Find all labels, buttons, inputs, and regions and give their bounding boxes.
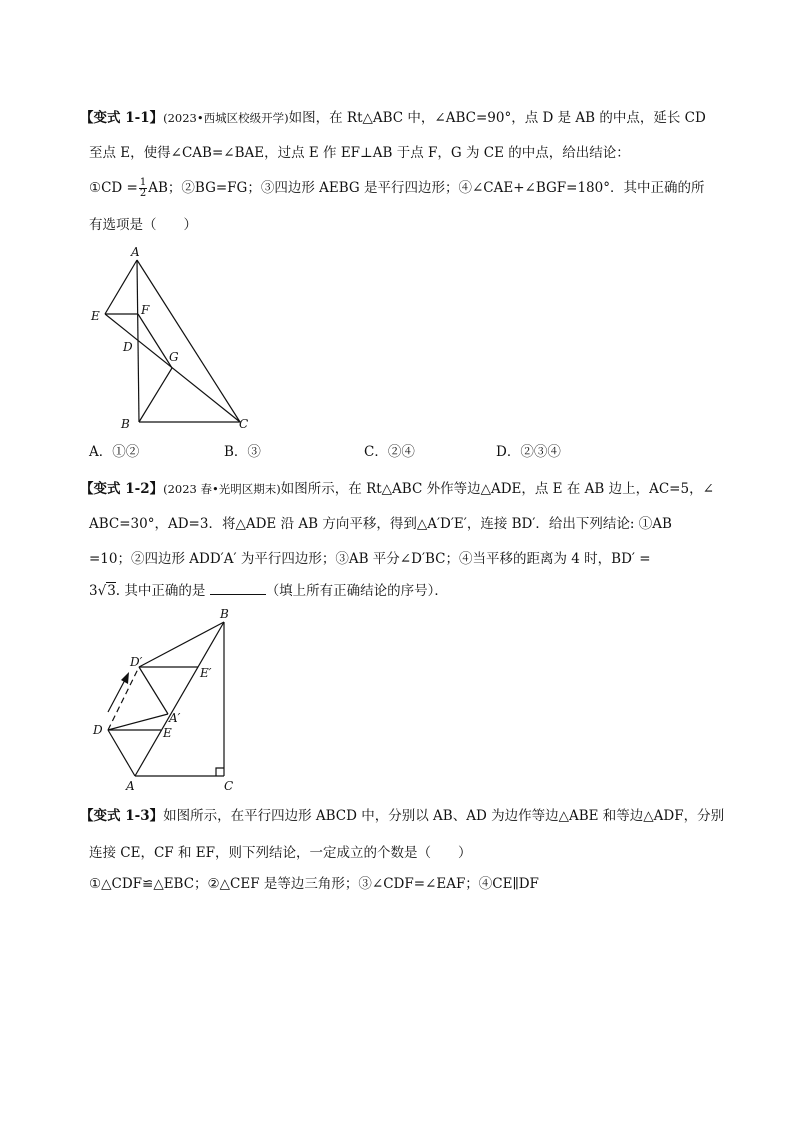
arrow-icon <box>108 672 129 712</box>
q2-seg-D1A1 <box>139 667 168 714</box>
q1-figure <box>85 242 255 434</box>
q2-label-A: A <box>126 779 135 793</box>
q1-line3-pre: ①CD = <box>89 180 138 196</box>
q2-seg-DD1-dashed <box>108 667 139 730</box>
q2-line4-tail: （填上所有正确结论的序号）． <box>265 583 448 599</box>
q3-line3: ①△CDF≌△EBC；②△CEF 是等边三角形；③∠CDF=∠EAF；④CE∥DF <box>89 876 539 892</box>
q1-fraction <box>139 178 147 199</box>
q2-line4-post: . 其中正确的是 <box>115 583 206 599</box>
q1-line1 <box>80 108 706 128</box>
q3-line1 <box>80 806 724 826</box>
q2-label-D1: D′ <box>130 655 143 669</box>
q1-label-F: F <box>141 303 150 317</box>
q1-label-E: E <box>91 309 100 323</box>
q2-tag: 【变式 1-2】 <box>80 481 164 497</box>
q1-seg-FG <box>138 314 172 368</box>
q1-label-C: C <box>239 417 249 431</box>
q1-option-b: B．③ <box>224 444 261 460</box>
q1-option-a: A．①② <box>89 444 140 460</box>
q3-line2: 连接 CE，CF 和 EF，则下列结论，一定成立的个数是（ ） <box>89 845 472 861</box>
q2-seg-AD <box>108 730 135 776</box>
q2-text1: 如图所示，在 Rt△ABC 外作等边△ADE，点 E 在 AB 边上，AC=5，∠ <box>280 481 714 497</box>
q1-label-D: D <box>123 340 133 354</box>
q2-line4 <box>89 580 448 601</box>
q2-seg-DA1 <box>108 714 168 730</box>
q2-line3: =10；②四边形 ADD′A′ 为平行四边形；③AB 平分∠D′BC；④当平移的距离为 4 时，BD′ = <box>89 551 651 567</box>
q1-tag: 【变式 1-1】 <box>80 110 164 126</box>
q1-line3 <box>89 178 704 199</box>
q1-frac-num: 1 <box>139 177 147 188</box>
q1-seg-AC <box>137 260 240 422</box>
q2-label-C: C <box>224 779 234 793</box>
q1-label-G: G <box>169 350 179 364</box>
q1-label-A: A <box>131 245 140 259</box>
q1-seg-AE <box>105 260 137 314</box>
q1-label-B: B <box>121 417 130 431</box>
q1-line4: 有选项是（ ） <box>89 217 197 233</box>
q2-radicand: 3 <box>107 583 116 599</box>
q1-option-c: C．②④ <box>364 444 415 460</box>
sqrt-icon: √ <box>97 583 107 599</box>
q3-tag: 【变式 1-3】 <box>80 808 164 824</box>
q2-figure <box>88 604 248 794</box>
q1-seg-EC <box>105 314 240 422</box>
q3-text1: 如图所示，在平行四边形 ABCD 中，分别以 AB、AD 为边作等边△ABE 和等边△ADF，分别 <box>163 808 725 824</box>
q2-line1 <box>80 479 714 499</box>
q1-line2: 至点 E，使得∠CAB=∠BAE，过点 E 作 EF⊥AB 于点 F，G 为 CE 的中点，给出结论： <box>89 145 630 161</box>
q1-line3-post: AB；②BG=FG；③四边形 AEBG 是平行四边形；④∠CAE+∠BGF=180°．其中正确的所 <box>148 180 705 196</box>
q2-label-A1: A′ <box>169 711 181 725</box>
q2-coef: 3 <box>89 583 98 599</box>
q1-text1: 如图，在 Rt△ABC 中，∠ABC=90°，点 D 是 AB 的中点，延长 CD <box>288 110 706 126</box>
q2-right-angle <box>216 768 224 776</box>
q2-answer-blank[interactable] <box>210 580 266 595</box>
q1-option-d: D．②③④ <box>496 444 561 460</box>
q2-label-E1: E′ <box>200 666 212 680</box>
q1-frac-den: 2 <box>139 188 147 199</box>
q2-line2: ABC=30°，AD=3．将△ADE 沿 AB 方向平移，得到△A′D′E′，连接 BD′．给出下列结论: ①AB <box>89 516 672 532</box>
q2-label-B: B <box>220 607 229 621</box>
q2-source: (2023 春•光明区期末) <box>163 482 281 496</box>
q2-label-E: E <box>163 726 172 740</box>
q1-seg-BG <box>139 368 172 422</box>
q1-source: (2023•西城区校级开学) <box>163 111 289 125</box>
q2-label-D: D <box>93 723 103 737</box>
